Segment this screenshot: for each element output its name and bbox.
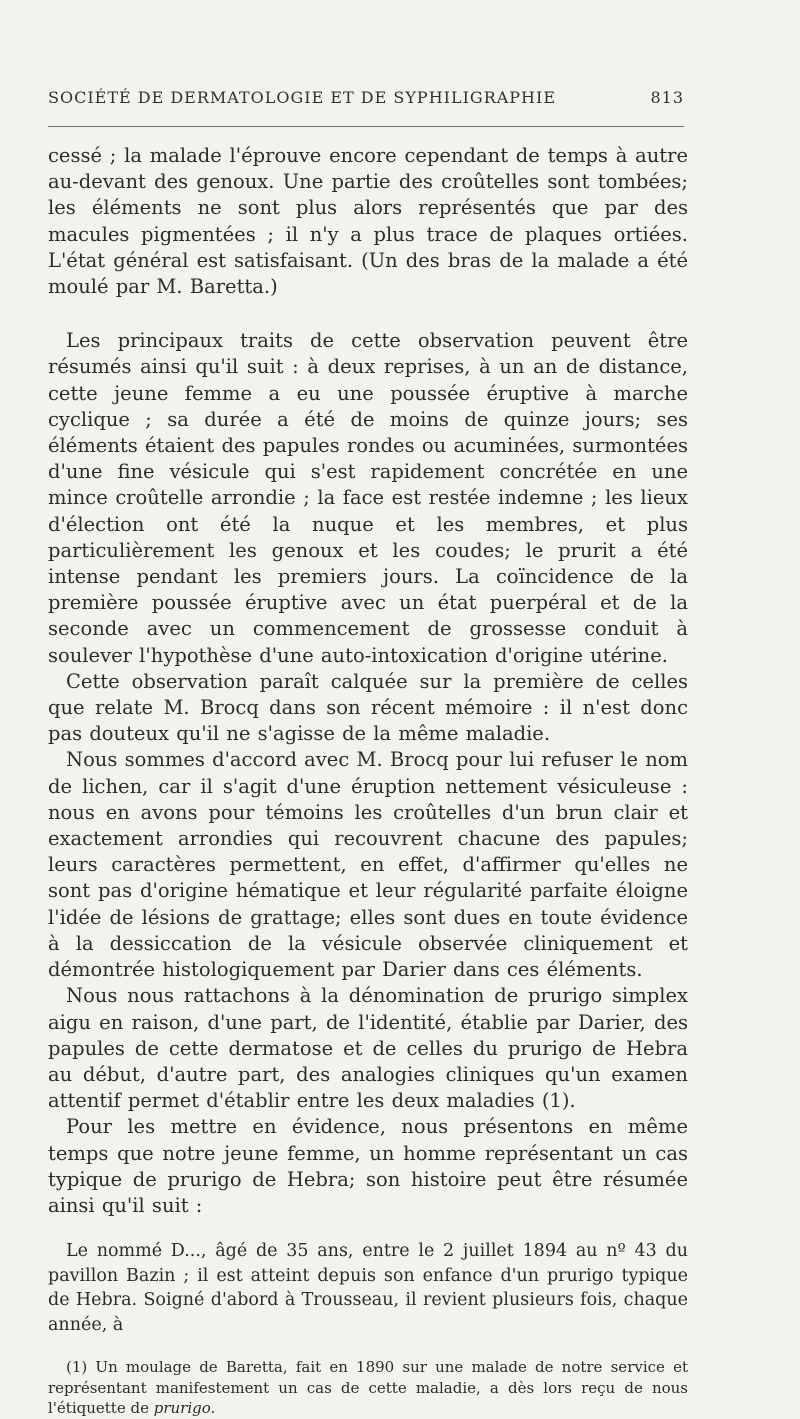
paragraph-3: Cette observation paraît calquée sur la première de celles que relate M. Brocq dans son récent mémoire : il n'est donc pas douteux qu'il ne s'agisse de la même maladie. [48, 669, 688, 746]
paragraph-5: Nous nous rattachons à la dénomination de prurigo simplex aigu en raison, d'une part, de l'identité, établie par Darier, des papules de cette dermatose et de celles du prurigo de Hebra au début, d'autre part, des analogies cliniques qu'un examen attentif permet d'établir entre les deux maladies (1). [48, 984, 688, 1113]
paragraph-6: Pour les mettre en évidence, nous présentons en même temps que notre jeune femme, un homme représentant un cas typique de prurigo de Hebra; son histoire peut être résumée ainsi qu'il suit : [48, 1115, 688, 1217]
case-report: Le nommé D..., âgé de 35 ans, entre le 2 juillet 1894 au nº 43 du pavillon Bazin ; il est atteint depuis son enfance d'un prurigo typique de Hebra. Soigné d'abord à Trousseau, il revient plusieurs fois, chaque année, à [48, 1241, 688, 1335]
body-text [48, 143, 688, 1419]
page-number: 813 [650, 88, 684, 107]
footnote-italic: prurigo. [153, 1399, 216, 1418]
paragraph-1: cessé ; la malade l'éprouve encore cependant de temps à autre au-devant des genoux. Une partie des croûtelles sont tombées; les éléments ne sont plus alors représentés que par des macules pigmentées ; il n'y a plus trace de plaques ortiées. L'état général est satisfaisant. (Un des bras de la malade a été moulé par M. Baretta.) [48, 144, 688, 299]
footnote-text: (1) Un moulage de Baretta, fait en 1890 sur une malade de notre service et représentant manifestement un cas de cette maladie, a dès lors reçu de nous l'étiquette de [48, 1358, 688, 1418]
header-title: SOCIÉTÉ DE DERMATOLOGIE ET DE SYPHILIGRAPHIE [48, 88, 557, 107]
paragraph-4: Nous sommes d'accord avec M. Brocq pour lui refuser le nom de lichen, car il s'agit d'une éruption nettement vésiculeuse : nous en avons pour témoins les croûtelles d'un brun clair et exactement arrondies qui recouvrent chacune des papules; leurs caractères permettent, en effet, d'affirmer qu'elles ne sont pas d'origine hématique et leur régularité parfaite éloigne l'idée de lésions de grattage; elles sont dues en toute évidence à la dessiccation de la vésicule observée cliniquement et démontrée histologiquement par Darier dans ces éléments. [48, 748, 688, 982]
footnote [48, 1357, 688, 1419]
header-rule [48, 126, 684, 127]
running-header [48, 88, 684, 107]
paragraph-2: Les principaux traits de cette observation peuvent être résumés ainsi qu'il suit : à deux reprises, à un an de distance, cette jeune femme a eu une poussée éruptive à marche cyclique ; sa durée a été de moins de quinze jours; ses éléments étaient des papules rondes ou acuminées, surmontées d'une fine vésicule qui s'est rapidement concrétée en une mince croûtelle arrondie ; la face est restée indemne ; les lieux d'élection ont été la nuque et les membres, et plus particulièrement les genoux et les coudes; le prurit a été intense pendant les premiers jours. La coïncidence de la première poussée éruptive avec un état puerpéral et de la seconde avec un commencement de grossesse conduit à soulever l'hypothèse d'une auto-intoxication d'origine utérine. [48, 329, 688, 667]
